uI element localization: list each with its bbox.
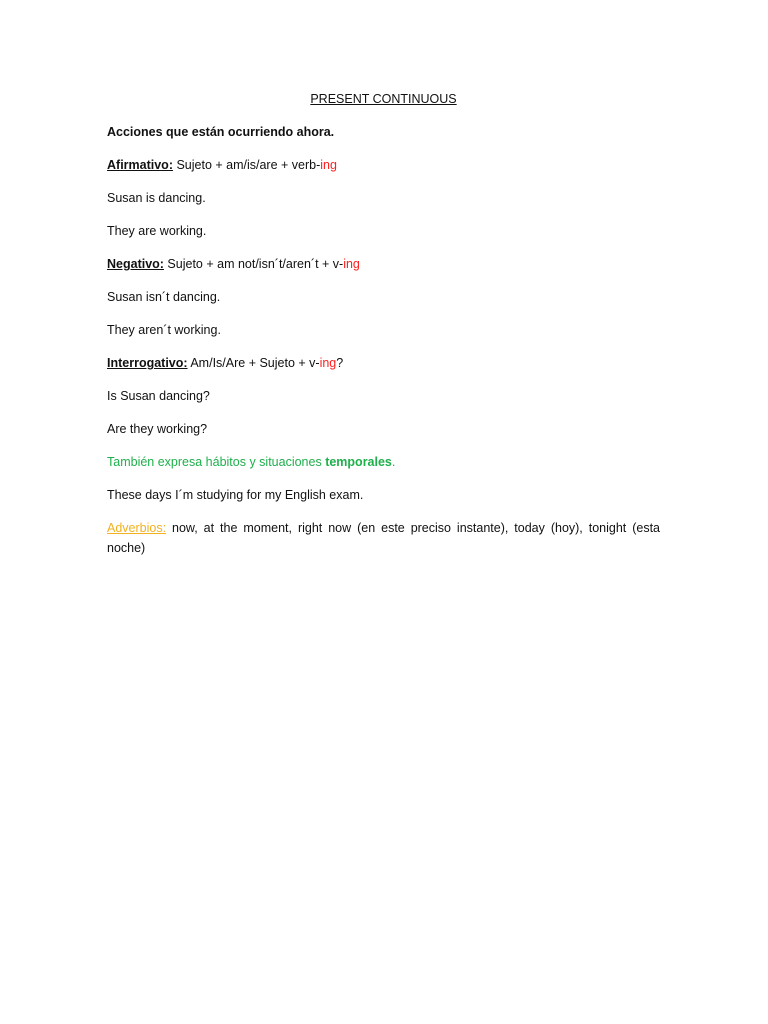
document-title: PRESENT CONTINUOUS xyxy=(310,92,457,106)
adverbs-text: now, at the moment, right now (en este preciso instante), today (hoy), tonight (esta noche) xyxy=(107,521,660,555)
negative-formula xyxy=(107,257,660,272)
document-body xyxy=(107,92,660,576)
negative-formula-text: Sujeto + am not/isn´t/aren´t + v- xyxy=(163,257,344,271)
affirmative-example-2: They are working. xyxy=(107,224,207,238)
interrogative-formula xyxy=(107,356,660,371)
interrogative-question-mark: ? xyxy=(336,356,344,370)
interrogative-label: Interrogativo: xyxy=(107,356,188,370)
affirmative-ing-suffix: ing xyxy=(320,158,337,172)
affirmative-formula xyxy=(107,158,660,173)
habit-example: These days I´m studying for my English exam. xyxy=(107,488,364,502)
interrogative-example-2: Are they working? xyxy=(107,422,208,436)
affirmative-label: Afirmativo: xyxy=(107,158,173,172)
interrogative-formula-text: Am/Is/Are + Sujeto + v- xyxy=(187,356,320,370)
negative-ing-suffix: ing xyxy=(343,257,360,271)
habits-period: . xyxy=(391,455,396,469)
habits-temporal-word: temporales xyxy=(325,455,392,469)
interrogative-example-1: Is Susan dancing? xyxy=(107,389,210,403)
definition-text: Acciones que están ocurriendo ahora. xyxy=(107,125,335,139)
negative-example-2: They aren´t working. xyxy=(107,323,221,337)
negative-example-1: Susan isn´t dancing. xyxy=(107,290,221,304)
adverbs-paragraph xyxy=(107,518,660,558)
interrogative-ing-suffix: ing xyxy=(319,356,337,370)
habits-note xyxy=(107,455,660,470)
habits-text: También expresa hábitos y situaciones xyxy=(107,455,326,469)
adverbs-label: Adverbios: xyxy=(107,521,167,535)
affirmative-formula-text: Sujeto + am/is/are + verb- xyxy=(172,158,321,172)
negative-label: Negativo: xyxy=(107,257,164,271)
affirmative-example-1: Susan is dancing. xyxy=(107,191,206,205)
